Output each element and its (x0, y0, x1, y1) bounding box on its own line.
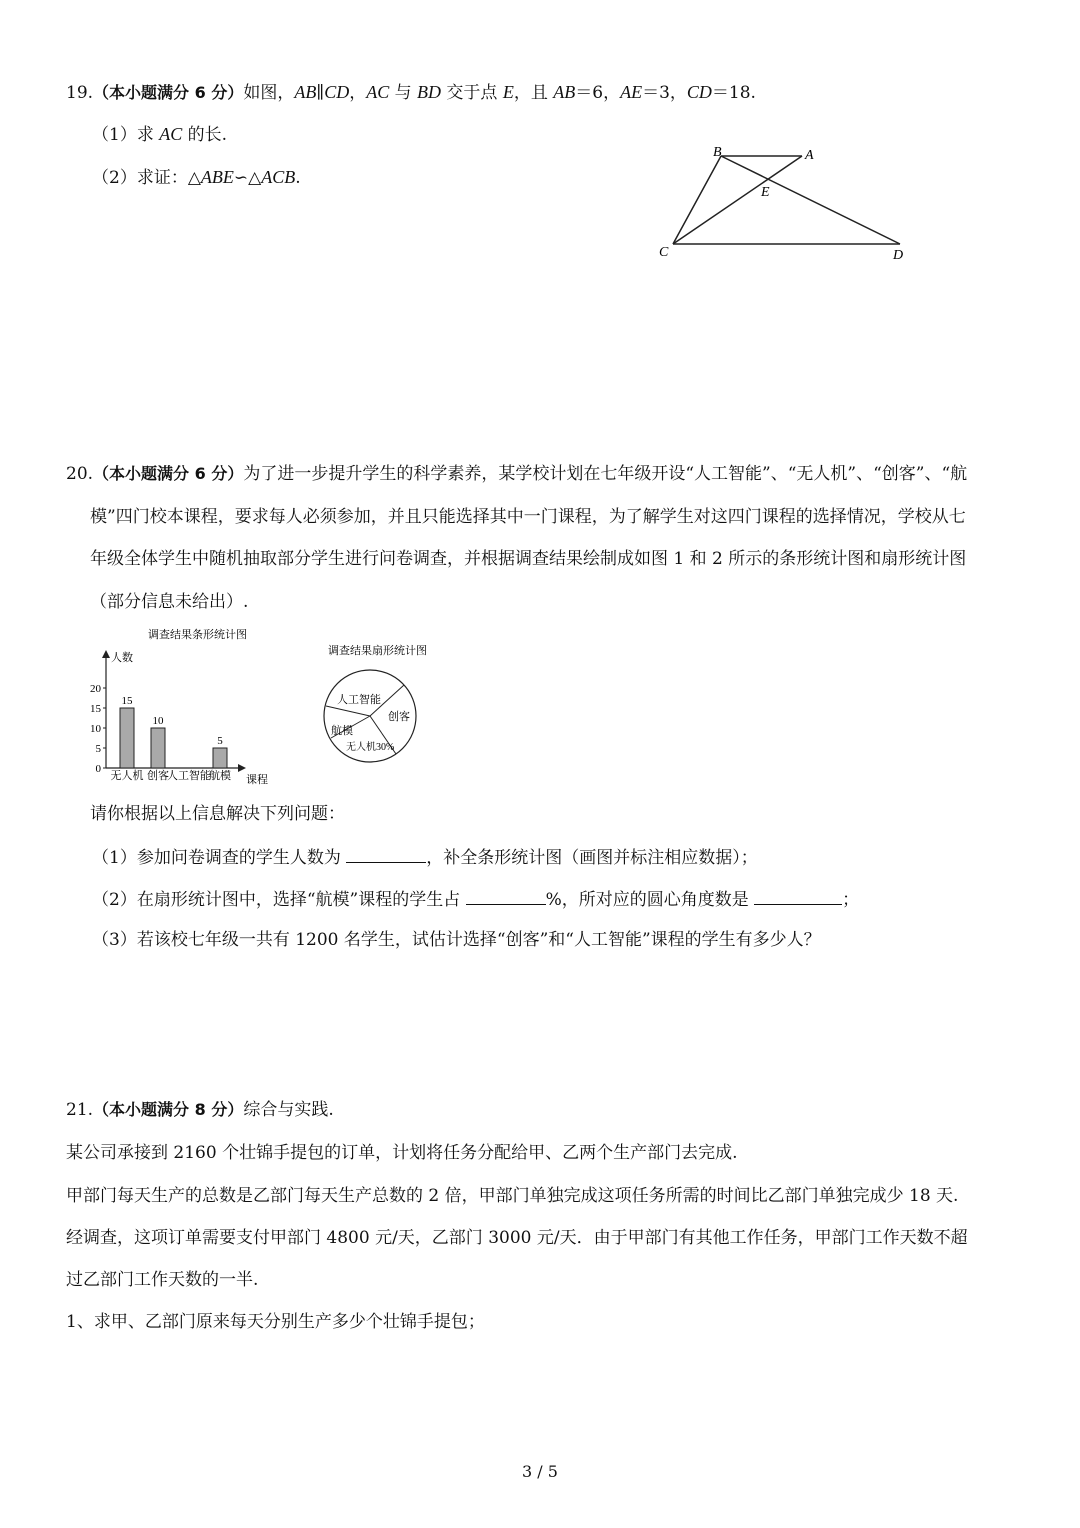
bar-chart-ylabel: 人数 (111, 652, 133, 664)
q21-line-2: 甲部门每天生产的总数是乙部门每天生产总数的 2 倍，甲部门单独完成这项任务所需的时间比乙部门单独完成少 18 天. (66, 1186, 959, 1206)
segment-BD (721, 156, 900, 244)
q21-number: 21. (66, 1100, 94, 1120)
y-tick-label: 20 (90, 683, 101, 695)
label-E: E (761, 185, 770, 200)
pie-chart (318, 640, 438, 790)
q20-part-2: （2）在扇形统计图中，选择“航模”课程的学生占 %，所对应的圆心角度数是 ； (92, 886, 859, 912)
q21-line-5: 1、求甲、乙部门原来每天分别生产多少个壮锦手提包； (66, 1312, 485, 1332)
q20-line-3: 年级全体学生中随机抽取部分学生进行问卷调查，并根据调查结果绘制成如图 1 和 2 所示的条形统计图和扇形统计图 (90, 549, 967, 569)
q19-stem: 19.（本小题满分 6 分）如图，AB∥CD，AC 与 BD 交于点 E，且 AB＝6，AE＝3，CD＝18. (66, 82, 756, 103)
geometry-figure (650, 140, 920, 270)
x-axis-arrow (238, 764, 246, 772)
answer-blank-percent[interactable] (466, 886, 546, 905)
q20-line-4: （部分信息未给出）. (90, 592, 249, 612)
y-axis-arrow (102, 650, 110, 658)
bar-value-label: 15 (121, 695, 133, 707)
category-label: 无人机 (110, 770, 144, 782)
bar-chart (80, 622, 290, 790)
q19-part-1: （1）求 AC 的长. (92, 124, 228, 145)
q20-part-1: （1）参加问卷调查的学生人数为 ，补全条形统计图（画图并标注相应数据）； (92, 844, 758, 870)
q20-intro: 请你根据以上信息解决下列问题： (90, 804, 345, 824)
pie-label-model: 航模 (331, 725, 353, 737)
q20-part-3: （3）若该校七年级一共有 1200 名学生，试估计选择“创客”和“人工智能”课程的学生有多少人？ (92, 930, 821, 950)
answer-blank-angle[interactable] (754, 886, 842, 905)
category-label: 人工智能 (167, 770, 211, 782)
q19-marks: （本小题满分 6 分） (93, 83, 244, 102)
category-label: 航模 (209, 770, 231, 782)
pie-label-drone: 无人机30% (346, 742, 395, 753)
label-C: C (659, 245, 669, 260)
bar-chart-xlabel: 课程 (246, 774, 268, 786)
q21-line-3: 经调查，这项订单需要支付甲部门 4800 元/天，乙部门 3000 元/天．由于甲部门有其他工作任务，甲部门工作天数不超 (66, 1228, 968, 1248)
bar-value-label: 5 (217, 735, 223, 747)
bar-0 (120, 708, 134, 768)
bar-3 (213, 748, 227, 768)
q21-line-1: 某公司承接到 2160 个壮锦手提包的订单，计划将任务分配给甲、乙两个生产部门去完成. (66, 1143, 738, 1163)
y-tick-label: 10 (90, 723, 101, 735)
q19-part-2: （2）求证：△ABE∽△ACB. (92, 167, 301, 188)
bar-value-label: 10 (152, 715, 164, 727)
q19-number: 19. (66, 83, 94, 103)
q20-number: 20. (66, 464, 94, 484)
segment-AC (673, 156, 802, 244)
segment-BC (673, 156, 721, 244)
page-number: 3 / 5 (522, 1462, 558, 1481)
answer-blank-total[interactable] (346, 844, 426, 863)
bar-chart-title: 调查结果条形统计图 (148, 629, 247, 641)
pie-chart-title: 调查结果扇形统计图 (328, 645, 427, 657)
label-B: B (713, 145, 722, 160)
q20-marks: （本小题满分 6 分） (93, 464, 244, 483)
y-tick-label: 5 (95, 743, 101, 755)
q20-line-1: 20.（本小题满分 6 分）为了进一步提升学生的科学素养，某学校计划在七年级开设“人工智能”、“无人机”、“创客”、“航 (66, 464, 968, 484)
q21-header: 21.（本小题满分 8 分）综合与实践. (66, 1100, 334, 1120)
pie-label-maker: 创客 (388, 711, 410, 723)
q21-marks: （本小题满分 8 分） (93, 1100, 244, 1119)
pie-divider-2 (326, 706, 370, 716)
y-tick-label: 15 (90, 703, 101, 715)
q21-line-4: 过乙部门工作天数的一半. (66, 1270, 259, 1290)
bar-1 (151, 728, 165, 768)
y-tick-label: 0 (95, 763, 101, 775)
q20-line-2: 模”四门校本课程，要求每人必须参加，并且只能选择其中一门课程，为了解学生对这四门课程的选择情况，学校从七 (90, 507, 966, 527)
pie-label-ai: 人工智能 (337, 694, 381, 706)
label-D: D (893, 248, 904, 263)
category-label: 创客 (147, 770, 169, 782)
label-A: A (805, 148, 814, 163)
